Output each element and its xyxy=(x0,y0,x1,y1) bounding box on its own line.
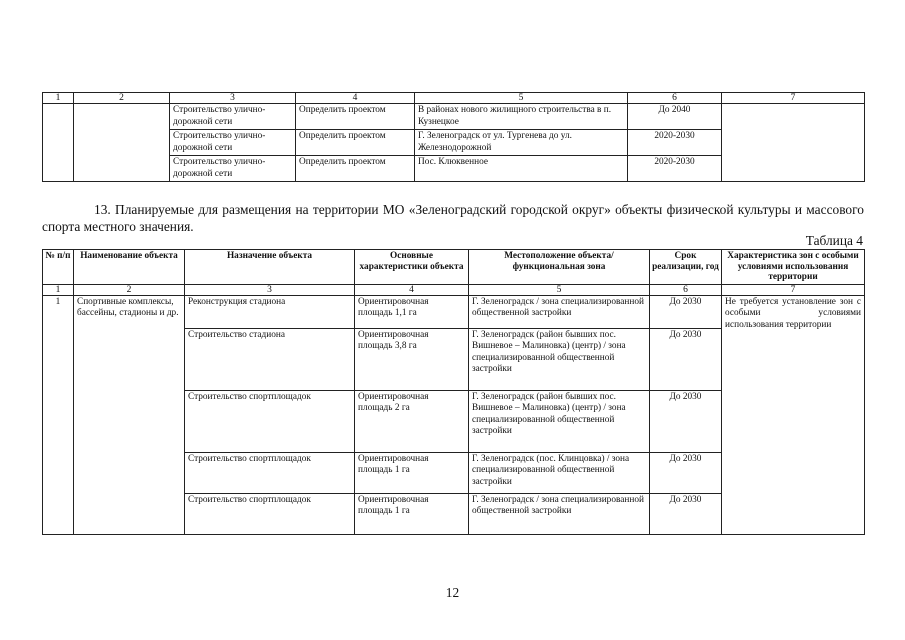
object-term: 2020-2030 xyxy=(628,130,722,156)
col-number: 6 xyxy=(628,93,722,104)
header-name: Наименование объекта xyxy=(74,250,185,285)
empty-cell xyxy=(74,104,170,182)
col-number: 5 xyxy=(415,93,628,104)
table-row xyxy=(43,295,865,328)
header-num: № п/п xyxy=(43,250,74,285)
object-purpose: Строительство спортплощадок xyxy=(185,452,355,493)
object-purpose: Строительство спортплощадок xyxy=(185,493,355,534)
col-number: 1 xyxy=(43,284,74,295)
object-purpose: Определить проектом xyxy=(296,156,415,182)
col-number: 1 xyxy=(43,93,74,104)
header-zones: Характеристика зон с особыми условиями использования территории xyxy=(722,250,865,285)
object-term: До 2040 xyxy=(628,104,722,130)
object-name: Строительство улично-дорожной сети xyxy=(170,130,296,156)
empty-cell xyxy=(43,104,74,182)
object-location: Г. Зеленоградск (район бывших пос. Вишневое – Малиновка) (центр) / зона специализированной общественной застройки xyxy=(469,390,650,452)
header-location: Местоположение объекта/функциональная зона xyxy=(469,250,650,285)
section-heading: 13. Планируемые для размещения на территории МО «Зеленоградский городской округ» объекты физической культуры и массового спорта местного значения. xyxy=(42,202,864,234)
col-number: 6 xyxy=(650,284,722,295)
object-name: Спортивные комплексы, бассейны, стадионы и др. xyxy=(74,295,185,534)
object-term: До 2030 xyxy=(650,493,722,534)
header-term: Срок реализации, год xyxy=(650,250,722,285)
row-number: 1 xyxy=(43,295,74,534)
object-location: Г. Зеленоградск (пос. Клинцовка) / зона специализированной общественной застройки xyxy=(469,452,650,493)
column-number-row xyxy=(43,284,865,295)
object-term: До 2030 xyxy=(650,328,722,390)
header-characteristics: Основные характеристики объекта xyxy=(355,250,469,285)
col-number: 4 xyxy=(296,93,415,104)
object-characteristics: Ориентировочная площадь 1 га xyxy=(355,493,469,534)
object-term: До 2030 xyxy=(650,452,722,493)
object-purpose: Строительство стадиона xyxy=(185,328,355,390)
col-number: 7 xyxy=(722,93,865,104)
col-number: 2 xyxy=(74,284,185,295)
col-number: 7 xyxy=(722,284,865,295)
col-number: 4 xyxy=(355,284,469,295)
empty-cell xyxy=(722,104,865,182)
header-row xyxy=(43,250,865,285)
object-term: До 2030 xyxy=(650,295,722,328)
object-name: Строительство улично-дорожной сети xyxy=(170,104,296,130)
object-purpose: Строительство спортплощадок xyxy=(185,390,355,452)
object-location: Г. Зеленоградск / зона специализированной общественной застройки xyxy=(469,295,650,328)
col-number: 3 xyxy=(170,93,296,104)
object-location: Пос. Клюквенное xyxy=(415,156,628,182)
object-purpose: Определить проектом xyxy=(296,104,415,130)
object-term: 2020-2030 xyxy=(628,156,722,182)
page-number: 12 xyxy=(445,585,460,600)
object-purpose: Определить проектом xyxy=(296,130,415,156)
object-name: Строительство улично-дорожной сети xyxy=(170,156,296,182)
table-caption: Таблица 4 xyxy=(805,233,863,248)
object-characteristics: Ориентировочная площадь 1 га xyxy=(355,452,469,493)
object-term: До 2030 xyxy=(650,390,722,452)
table-row xyxy=(43,104,865,130)
sports-facilities-table xyxy=(42,249,865,535)
col-number: 5 xyxy=(469,284,650,295)
object-location: Г. Зеленоградск (район бывших пос. Вишневое – Малиновка) (центр) / зона специализированной общественной застройки xyxy=(469,328,650,390)
object-location: Г. Зеленоградск / зона специализированной общественной застройки xyxy=(469,493,650,534)
col-number: 2 xyxy=(74,93,170,104)
col-number: 3 xyxy=(185,284,355,295)
object-characteristics: Ориентировочная площадь 1,1 га xyxy=(355,295,469,328)
header-purpose: Назначение объекта xyxy=(185,250,355,285)
zones-characteristics: Не требуется установление зон с особыми условиями использования территории xyxy=(722,295,865,534)
object-location: Г. Зеленоградск от ул. Тургенева до ул. Железнодорожной xyxy=(415,130,628,156)
object-location: В районах нового жилищного строительства в п. Кузнецкое xyxy=(415,104,628,130)
column-number-row xyxy=(43,93,865,104)
continuation-table xyxy=(42,92,865,182)
object-characteristics: Ориентировочная площадь 2 га xyxy=(355,390,469,452)
object-purpose: Реконструкция стадиона xyxy=(185,295,355,328)
object-characteristics: Ориентировочная площадь 3,8 га xyxy=(355,328,469,390)
